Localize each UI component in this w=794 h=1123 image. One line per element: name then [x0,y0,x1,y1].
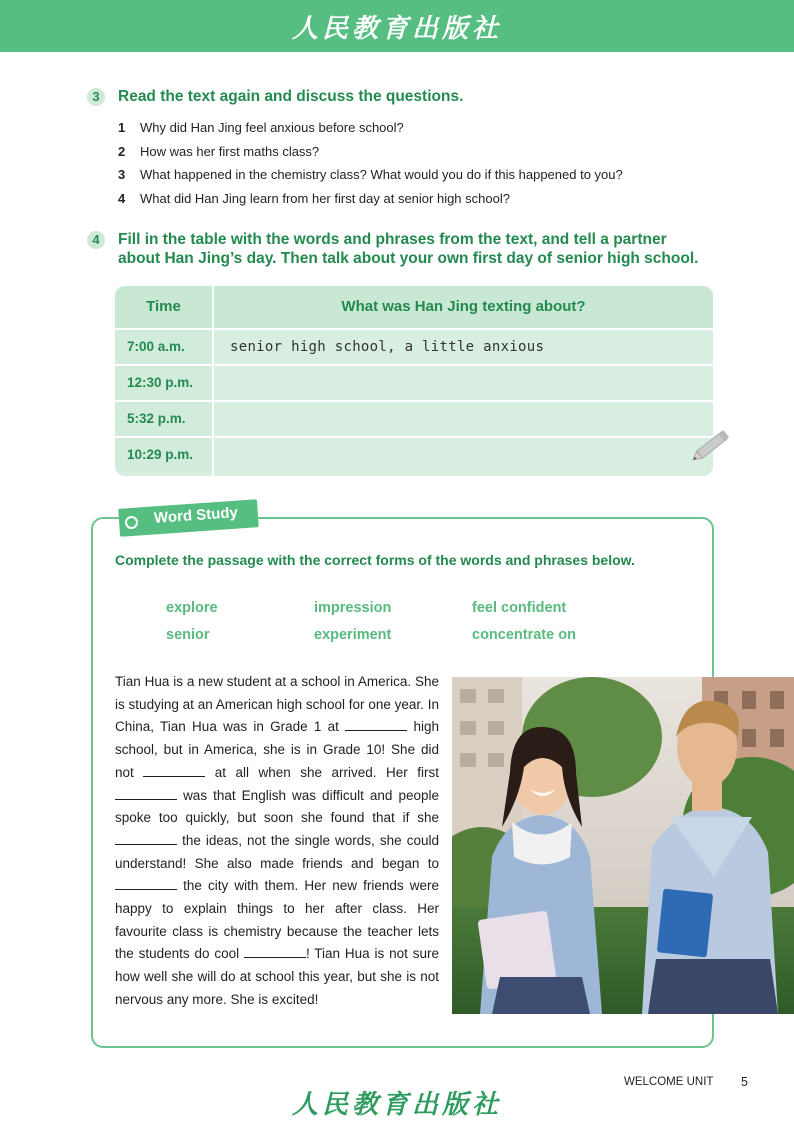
bullet-circle-icon [125,516,138,529]
unit-label: WELCOME UNIT [624,1076,714,1088]
table-column-divider [212,286,214,476]
word-bank-item: explore [166,600,218,616]
table-header-time: Time [115,286,212,328]
exercise-number-4: 4 [87,231,105,249]
word-bank-item: concentrate on [472,627,576,643]
word-bank-item: senior [166,627,210,643]
table-row [115,402,713,436]
blank-field[interactable] [115,830,177,845]
blank-field[interactable] [244,943,306,958]
page-number: 5 [741,1075,748,1089]
texting-table [115,286,713,476]
publisher-logo: 人民教育出版社 [291,14,502,44]
blank-field[interactable] [143,762,205,777]
time-cell: 5:32 p.m. [115,402,212,436]
blank-field[interactable] [115,785,177,800]
publisher-logo-footer: 人民教育出版社 [291,1090,502,1120]
time-cell: 10:29 p.m. [115,438,212,472]
question-item: 2 How was her first maths class? [118,144,320,159]
table-divider [115,436,713,438]
exercise-4-title-line1: Fill in the table with the words and phrases from the text, and tell a partner [118,231,667,248]
question-item: 1 Why did Han Jing feel anxious before school? [118,120,404,135]
word-bank-item: impression [314,600,392,616]
pencil-icon [692,424,736,464]
exercise-number-3: 3 [87,88,105,106]
question-item: 4 What did Han Jing learn from her first day at senior high school? [118,191,510,206]
table-row [115,366,713,400]
table-divider [115,400,713,402]
word-study-instruction: Complete the passage with the correct forms of the words and phrases below. [115,552,635,568]
question-item: 3 What happened in the chemistry class? What would you do if this happened to you? [118,167,623,182]
table-divider [115,364,713,366]
table-divider [115,328,713,330]
table-row [115,438,713,472]
answer-cell[interactable] [214,438,713,472]
time-cell: 12:30 p.m. [115,366,212,400]
cloze-passage: Tian Hua is a new student at a school in America. She is studying at an American high school for one year. In China, Tian Hua was in Grade 1 at high school, but in America, she is in Grade 10! She did not at all when she arrived. Her first was that English was difficult and people spoke too quickly, but soon she found that if she the ideas, not the single words, she could understand! She also made friends and began to the city with them. Her new friends were happy to explain things to her after class. Her favourite class is chemistry because the teacher lets the students do cool ! Tian Hua is not sure how well she will do at school this year, but she is not nervous any more. She is excited! [115,674,439,1007]
word-bank-item: feel confident [472,600,567,616]
exercise-4-title-line2: about Han Jing’s day. Then talk about your own first day of senior high school. [118,250,699,267]
answer-cell[interactable] [214,402,713,436]
time-cell: 7:00 a.m. [115,330,212,364]
students-photo [452,677,794,1014]
exercise-3-title: Read the text again and discuss the questions. [118,88,464,105]
blank-field[interactable] [115,875,177,890]
table-row [115,330,713,364]
blank-field[interactable] [345,716,407,731]
answer-cell[interactable] [214,366,713,400]
table-header-texting: What was Han Jing texting about? [214,286,713,328]
answer-cell[interactable]: senior high school, a little anxious [214,330,713,364]
word-study-label: Word Study [153,504,239,527]
word-bank-item: experiment [314,627,392,643]
